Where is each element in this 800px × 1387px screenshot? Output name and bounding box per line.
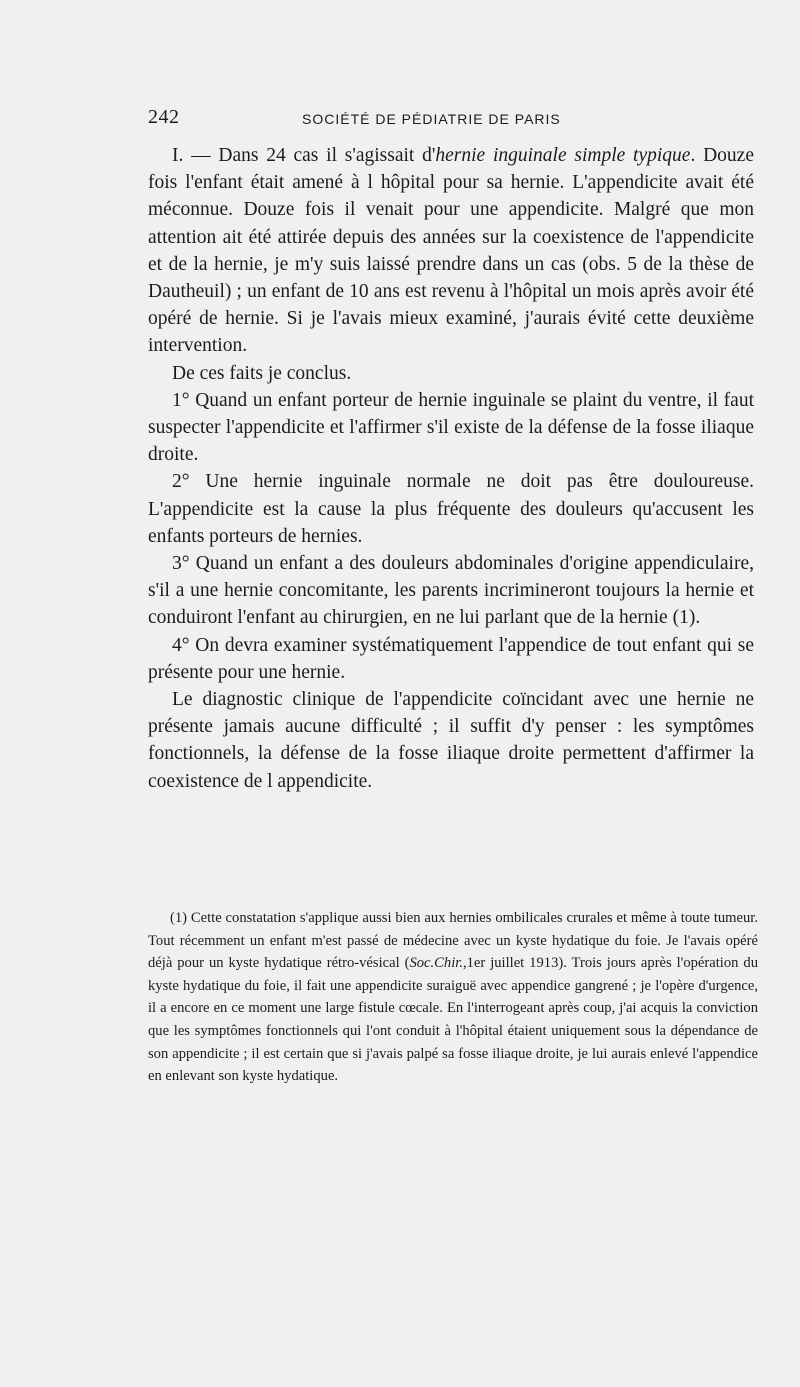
paragraph-conclusion-1: 1° Quand un enfant porteur de hernie inguinale se plaint du ventre, il faut suspecter l'appendicite et l'affirmer s'il existe de la défense de la fosse iliaque droite. (148, 389, 754, 466)
body-text (148, 142, 754, 795)
paragraph-case-i (148, 142, 754, 360)
footnote-citation: Soc.Chir. (409, 955, 463, 972)
paragraph-case-i-italic: hernie inguinale simple typique (435, 145, 691, 166)
paragraph-conclusion-3: 3° Quand un enfant a des douleurs abdominales d'origine appendiculaire, s'il a une hernie concomitante, les parents incrimineront toujours la hernie et conduiront l'enfant au chirurgien, en ne lui parlant que de la hernie (1). (148, 553, 754, 629)
paragraph-conclusion-intro: De ces faits je conclus. (172, 362, 352, 384)
paragraph-diagnosis: Le diagnostic clinique de l'appendicite coïncidant avec une hernie ne présente jamais aucune difficulté ; il suffit d'y penser : les symptômes fonctionnels, la défense de la fosse iliaque droite permettent d'affirmer la coexistence de l appendicite. (148, 689, 754, 792)
running-title: SOCIÉTÉ DE PÉDIATRIE DE PARIS (302, 111, 561, 127)
paragraph-conclusion-2: 2° Une hernie inguinale normale ne doit pas être douloureuse. L'appendicite est la cause la plus fréquente des douleurs qu'accusent les enfants porteurs de hernies. (148, 471, 754, 547)
footnote (148, 907, 758, 1088)
paragraph-case-i-start: I. — Dans 24 cas il s'agissait d' (172, 145, 436, 166)
footnote-start: (1) Cette constatation s'applique aussi bien aux hernies ombilicales crurales et même à toute tumeur. Tout récemment un enfant m'est passé de médecine avec un kyste hydatique du foie. Je l'avais opéré déjà pour un kyste hydatique rétro-vésical ( (148, 910, 758, 972)
paragraph-case-i-rest: . Douze fois l'enfant était amené à l hôpital pour sa hernie. L'appendicite avait été méconnue. Douze fois il venait pour une appendicite. Malgré que mon attention ait été attirée depuis des années sur la coexistence de l'appendicite et de la hernie, je m'y suis laissé prendre dans un cas (obs. 5 de la thèse de Dautheuil) ; un enfant de 10 ans est revenu à l'hôpital un mois après avoir été opéré de hernie. Si je l'avais mieux examiné, j'aurais évité cette deuxième intervention. (148, 145, 754, 357)
paragraph-conclusion-4: 4° On devra examiner systématiquement l'appendice de tout enfant qui se présente pour une hernie. (148, 634, 754, 683)
footnote-text (148, 907, 758, 1088)
footnote-rest: ,1er juillet 1913). Trois jours après l'opération du kyste hydatique du foie, il fait une appendicite suraiguë avec appendice gangrené ; je l'opère d'urgence, il a encore en ce moment une large fistule cœcale. En l'interrogeant après coup, j'ai acquis la conviction que les symptômes fonctionnels qui l'ont conduit à l'hôpital étaient uniquement sous la dépendance de son appendicite ; il est certain que si j'avais palpé sa fosse iliaque droite, je lui aurais enlevé l'appendice en enlevant son kyste hydatique. (148, 955, 758, 1085)
page-number: 242 (148, 106, 180, 128)
